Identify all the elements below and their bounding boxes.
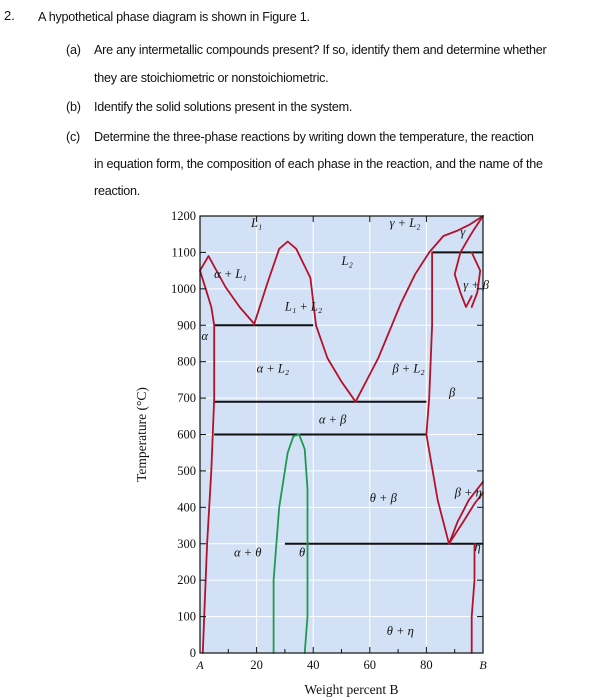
question-intro: A hypothetical phase diagram is shown in Figure 1. (38, 10, 310, 24)
y-tick-label: 1000 (171, 281, 196, 296)
phase-label: θ + β (369, 490, 397, 505)
y-tick-label: 100 (177, 609, 196, 624)
part-a-line-1: Are any intermetallic compounds present? If so, identify them and determine whether (94, 43, 547, 57)
question-number: 2. (4, 8, 15, 23)
y-tick-label: 600 (177, 427, 196, 442)
y-tick-label: 1100 (171, 245, 196, 260)
phase-label: α + L₁ (214, 266, 247, 281)
x-tick-label: 60 (363, 658, 377, 672)
phase-label: β + η (454, 485, 482, 500)
part-c-line-3: reaction. (94, 184, 141, 198)
y-tick-label: 300 (177, 536, 196, 551)
part-b-line-1: Identify the solid solutions present in the system. (94, 100, 353, 114)
phase-label: θ + η (386, 623, 414, 638)
y-tick-label: 900 (177, 318, 196, 333)
part-c-line-2: in equation form, the composition of each phase in the reaction, and the name of the (94, 157, 543, 171)
part-a-label: (a) (66, 43, 81, 57)
y-tick-label: 200 (177, 573, 196, 588)
x-tick-label: B (479, 658, 487, 672)
x-axis-title: Weight percent B (304, 682, 399, 697)
y-tick-label: 500 (177, 463, 196, 478)
phase-label: γ + β (463, 277, 490, 292)
phase-label: α (201, 328, 208, 343)
y-tick-label: 800 (177, 354, 196, 369)
phase-label: L₁ + L₂ (284, 299, 323, 314)
part-b-label: (b) (66, 100, 81, 114)
phase-label: L₂ (341, 254, 353, 269)
y-tick-label: 1200 (171, 209, 196, 223)
x-tick-label: 20 (250, 658, 263, 672)
phase-label: β + L₂ (392, 361, 425, 376)
y-axis-title: Temperature (°C) (134, 387, 149, 482)
phase-label: L₁ (250, 215, 263, 230)
x-tick-label: 80 (420, 658, 433, 672)
y-tick-label: 400 (177, 500, 196, 515)
part-c-line-1: Determine the three-phase reactions by writing down the temperature, the reaction (94, 130, 534, 144)
phase-label: γ (460, 225, 466, 240)
phase-label: α + θ (233, 545, 262, 560)
x-tick-label: 40 (306, 658, 320, 672)
phase-label: θ (299, 545, 306, 560)
phase-label: α + β (318, 412, 347, 427)
phase-label: γ + L₂ (389, 215, 421, 230)
phase-label: η (474, 540, 481, 555)
part-a-line-2: they are stoichiometric or nonstoichiometric. (94, 71, 329, 85)
part-c-label: (c) (66, 130, 80, 144)
phase-label: α + L₂ (256, 361, 290, 376)
phase-label: β (449, 385, 456, 400)
x-tick-label: A (196, 658, 204, 672)
y-tick-label: 0 (189, 646, 196, 660)
y-tick-label: 700 (177, 391, 196, 406)
